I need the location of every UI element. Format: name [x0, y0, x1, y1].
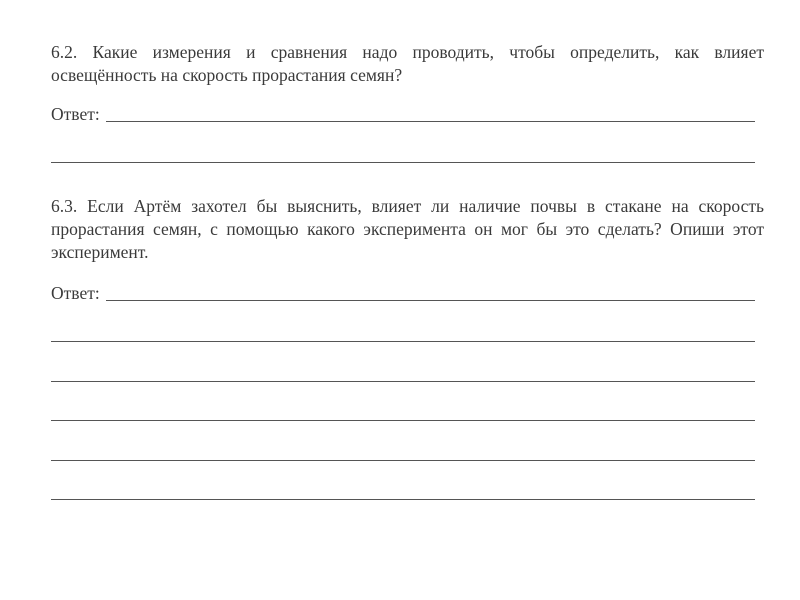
answer-line[interactable] — [51, 381, 755, 382]
answer-label: Ответ: — [51, 104, 100, 124]
answer-line[interactable] — [106, 121, 755, 122]
question-6-2-text: 6.2. Какие измерения и сравнения надо проводить, чтобы определить, как влияет освещённость на скорость прорастания семян? — [51, 42, 764, 85]
answer-line[interactable] — [51, 341, 755, 342]
answer-line[interactable] — [51, 499, 755, 500]
question-6-3-text: 6.3. Если Артём захотел бы выяснить, влияет ли наличие почвы в стакане на скорость прорастания семян, с помощью какого эксперимента он мог бы это сделать? Опиши этот эксперимент. — [51, 196, 764, 262]
answer-line[interactable] — [51, 162, 755, 163]
answer-line[interactable] — [51, 460, 755, 461]
question-6-3-answer-row — [51, 280, 755, 304]
answer-line[interactable] — [106, 300, 755, 301]
answer-line[interactable] — [51, 420, 755, 421]
question-6-2-answer-row — [51, 101, 755, 125]
answer-label: Ответ: — [51, 283, 100, 303]
